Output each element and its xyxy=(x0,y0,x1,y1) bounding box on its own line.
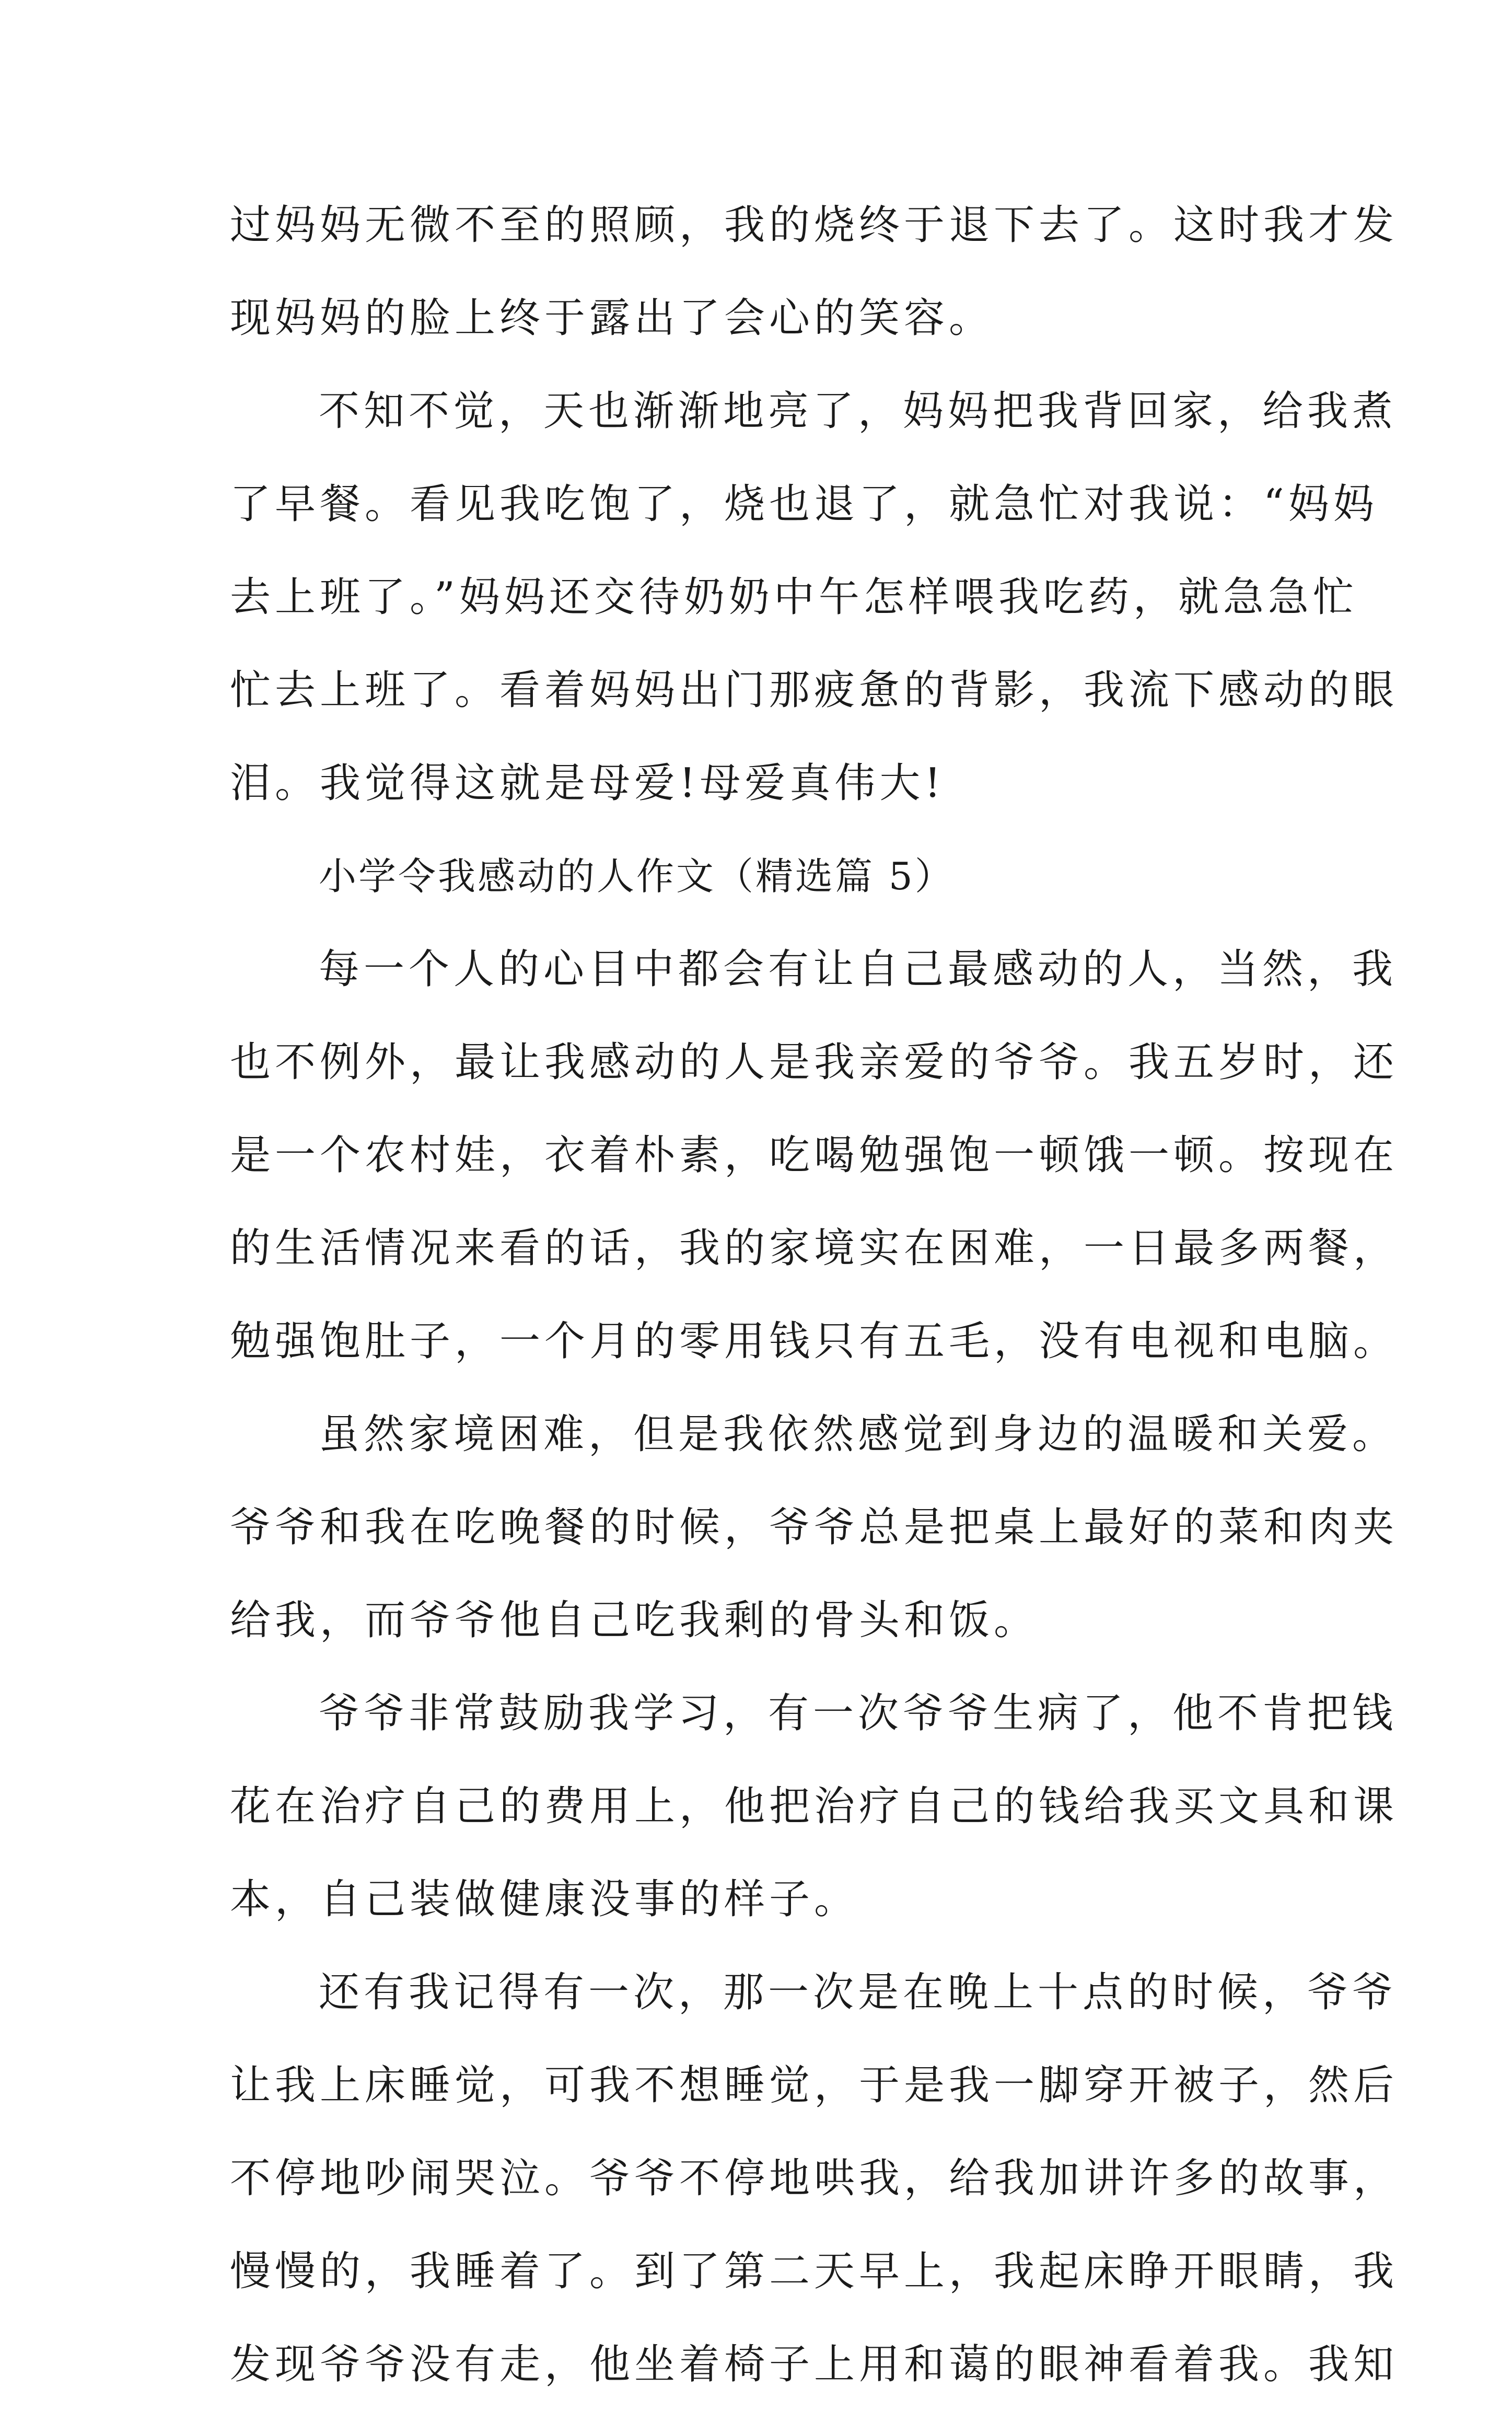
text-line: 也不例外，最让我感动的人是我亲爱的爷爷。我五岁时，还 xyxy=(230,1039,1399,1086)
text-line: 爷爷非常鼓励我学习，有一次爷爷生病了，他不肯把钱 xyxy=(319,1690,1398,1737)
section-heading: 小学令我感动的人作文（精选篇 5） xyxy=(319,854,955,898)
text-line: 是一个农村娃，衣着朴素，吃喝勉强饱一顿饿一顿。按现在 xyxy=(230,1132,1399,1179)
text-line: 发现爷爷没有走，他坐着椅子上用和蔼的眼神看着我。我知 xyxy=(230,2341,1399,2388)
text-line: 忙去上班了。看着妈妈出门那疲惫的背影，我流下感动的眼 xyxy=(230,667,1399,714)
text-line: 虽然家境困难，但是我依然感觉到身边的温暖和关爱。 xyxy=(319,1411,1398,1458)
text-line: 本，自己装做健康没事的样子。 xyxy=(230,1876,859,1923)
text-line: 不停地吵闹哭泣。爷爷不停地哄我，给我加讲许多的故事， xyxy=(230,2155,1399,2202)
text-line: 每一个人的心目中都会有让自己最感动的人，当然，我 xyxy=(319,946,1398,993)
text-line: 了早餐。看见我吃饱了，烧也退了，就急忙对我说：“妈妈 xyxy=(230,481,1378,528)
text-line: 给我，而爷爷他自己吃我剩的骨头和饭。 xyxy=(230,1597,1039,1644)
text-line: 泪。我觉得这就是母爱!母爱真伟大! xyxy=(230,760,945,807)
text-line: 花在治疗自己的费用上，他把治疗自己的钱给我买文具和课 xyxy=(230,1783,1399,1830)
text-line: 不知不觉，天也渐渐地亮了，妈妈把我背回家，给我煮 xyxy=(319,388,1398,435)
text-line: 勉强饱肚子，一个月的零用钱只有五毛，没有电视和电脑。 xyxy=(230,1318,1399,1365)
text-line: 让我上床睡觉，可我不想睡觉，于是我一脚穿开被子，然后 xyxy=(230,2062,1399,2109)
body-text xyxy=(230,179,1399,2411)
text-line: 还有我记得有一次，那一次是在晚上十点的时候，爷爷 xyxy=(319,1969,1398,2016)
text-line: 爷爷和我在吃晚餐的时候，爷爷总是把桌上最好的菜和肉夹 xyxy=(230,1504,1399,1551)
text-line: 过妈妈无微不至的照顾，我的烧终于退下去了。这时我才发 xyxy=(230,202,1399,249)
text-line: 的生活情况来看的话，我的家境实在困难，一日最多两餐， xyxy=(230,1225,1399,1272)
text-line: 慢慢的，我睡着了。到了第二天早上，我起床睁开眼睛，我 xyxy=(230,2248,1399,2295)
text-line: 去上班了。”妈妈还交待奶奶中午怎样喂我吃药，就急急忙 xyxy=(230,574,1358,621)
text-line: 现妈妈的脸上终于露出了会心的笑容。 xyxy=(230,295,994,342)
